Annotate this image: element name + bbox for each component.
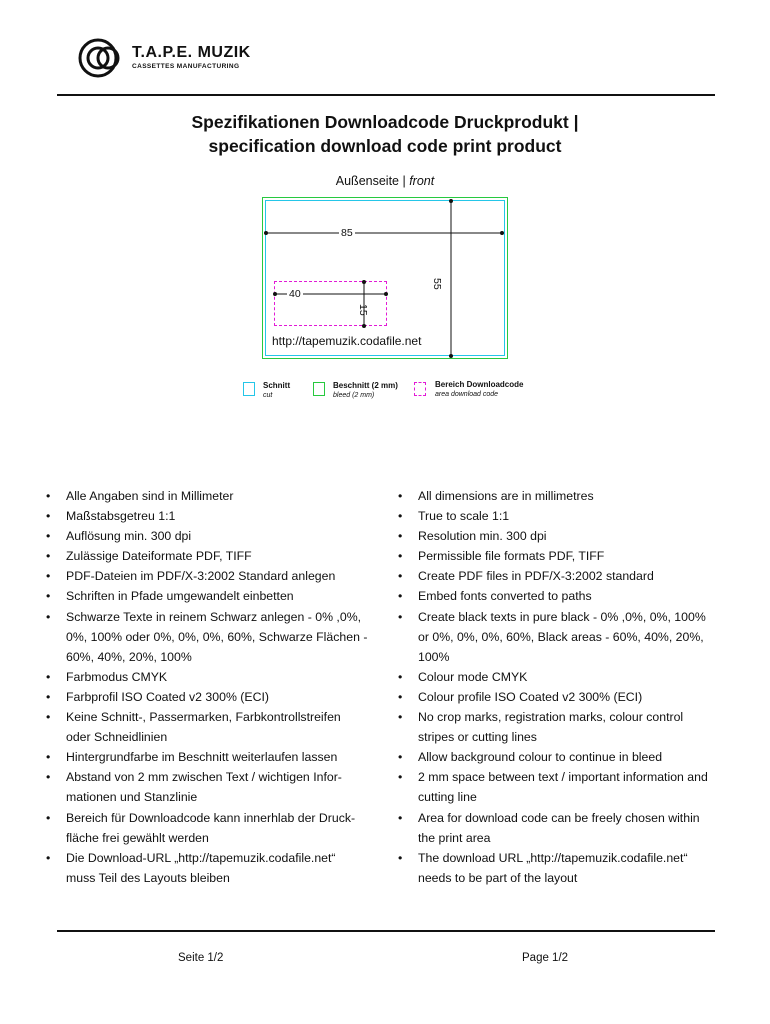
list-item: • Bereich für Downloadcode kann innerhlab der Druck-fläche frei gewählt werden xyxy=(46,808,376,848)
list-item: • Schwarze Texte in reinem Schwarz anlegen - 0% ,0%, 0%, 100% oder 0%, 0%, 0%, 60%, Schwarze Flächen - 60%, 40%, 20%, 100% xyxy=(46,607,376,667)
dimension-width-label: 85 xyxy=(341,227,353,239)
list-item: • Permissible file formats PDF, TIFF xyxy=(398,546,720,566)
legend-code-title: Bereich Downloadcode xyxy=(435,380,524,389)
list-item: • Schriften in Pfade umgewandelt einbetten xyxy=(46,586,376,606)
list-item: • Allow background colour to continue in bleed xyxy=(398,747,720,767)
list-item: • Farbprofil ISO Coated v2 300% (ECI) xyxy=(46,687,376,707)
list-item: • Create PDF files in PDF/X-3:2002 standard xyxy=(398,566,720,586)
legend-cut-swatch xyxy=(243,382,255,396)
list-item: • True to scale 1:1 xyxy=(398,506,720,526)
legend-bleed-title: Beschnitt (2 mm) xyxy=(333,381,398,390)
list-item: • Farbmodus CMYK xyxy=(46,667,376,687)
list-item: • Embed fonts converted to paths xyxy=(398,586,720,606)
footer-divider xyxy=(57,930,715,932)
list-item: • Maßstabsgetreu 1:1 xyxy=(46,506,376,526)
list-item: • Colour profile ISO Coated v2 300% (ECI) xyxy=(398,687,720,707)
brand-tagline: CASSETTES MANUFACTURING xyxy=(132,63,240,70)
list-item: • Die Download-URL „http://tapemuzik.codafile.net“ muss Teil des Layouts bleiben xyxy=(46,848,376,888)
brand-name: T.A.P.E. MUZIK xyxy=(132,44,251,61)
list-item: • Resolution min. 300 dpi xyxy=(398,526,720,546)
page-number-en: Page 1/2 xyxy=(522,952,569,964)
dimension-height-label: 55 xyxy=(431,278,443,290)
list-item: • The download URL „http://tapemuzik.codafile.net“ needs to be part of the layout xyxy=(398,848,720,888)
list-item: • Auflösung min. 300 dpi xyxy=(46,526,376,546)
specs-list-en xyxy=(398,486,720,888)
list-item: • Area for download code can be freely chosen within the print area xyxy=(398,808,720,848)
list-item: • No crop marks, registration marks, colour control stripes or cutting lines xyxy=(398,707,720,747)
legend-cut-sub: cut xyxy=(263,392,273,399)
face-label-en: front xyxy=(409,174,435,188)
cut-outline xyxy=(265,200,505,356)
tape-muzik-logo-icon xyxy=(78,37,126,79)
code-width-label: 40 xyxy=(289,288,301,300)
list-item: • Colour mode CMYK xyxy=(398,667,720,687)
list-item: • All dimensions are in millimetres xyxy=(398,486,720,506)
title-line-en: specification download code print product xyxy=(208,136,562,156)
download-url: http://tapemuzik.codafile.net xyxy=(272,334,422,348)
list-item: • Abstand von 2 mm zwischen Text / wichtigen Infor-mationen und Stanzlinie xyxy=(46,767,376,807)
legend-bleed-sub: bleed (2 mm) xyxy=(333,392,375,399)
legend-code-swatch xyxy=(414,382,426,396)
list-item: • Hintergrundfarbe im Beschnitt weiterlaufen lassen xyxy=(46,747,376,767)
specs-list-de xyxy=(46,486,376,888)
title-line-de: Spezifikationen Downloadcode Druckprodukt | xyxy=(191,112,579,132)
list-item: • 2 mm space between text / important information and cutting line xyxy=(398,767,720,807)
face-label xyxy=(260,174,510,188)
list-item: • Alle Angaben sind in Millimeter xyxy=(46,486,376,506)
page-title xyxy=(120,110,650,158)
header-divider xyxy=(57,94,715,96)
list-item: • Zulässige Dateiformate PDF, TIFF xyxy=(46,546,376,566)
legend-cut-title: Schnitt xyxy=(263,381,291,390)
code-height-label: 15 xyxy=(357,304,369,316)
face-label-de: Außenseite | xyxy=(335,174,406,188)
list-item: • Keine Schnitt-, Passermarken, Farbkontrollstreifen oder Schneidlinien xyxy=(46,707,376,747)
list-item: • PDF-Dateien im PDF/X-3:2002 Standard anlegen xyxy=(46,566,376,586)
legend-bleed-swatch xyxy=(313,382,325,396)
list-item: • Create black texts in pure black - 0% ,0%, 0%, 100% or 0%, 0%, 0%, 60%, Black areas - 60%, 40%, 20%, 100% xyxy=(398,607,720,667)
legend-code-sub: area download code xyxy=(435,391,499,398)
page-number-de: Seite 1/2 xyxy=(178,952,224,964)
